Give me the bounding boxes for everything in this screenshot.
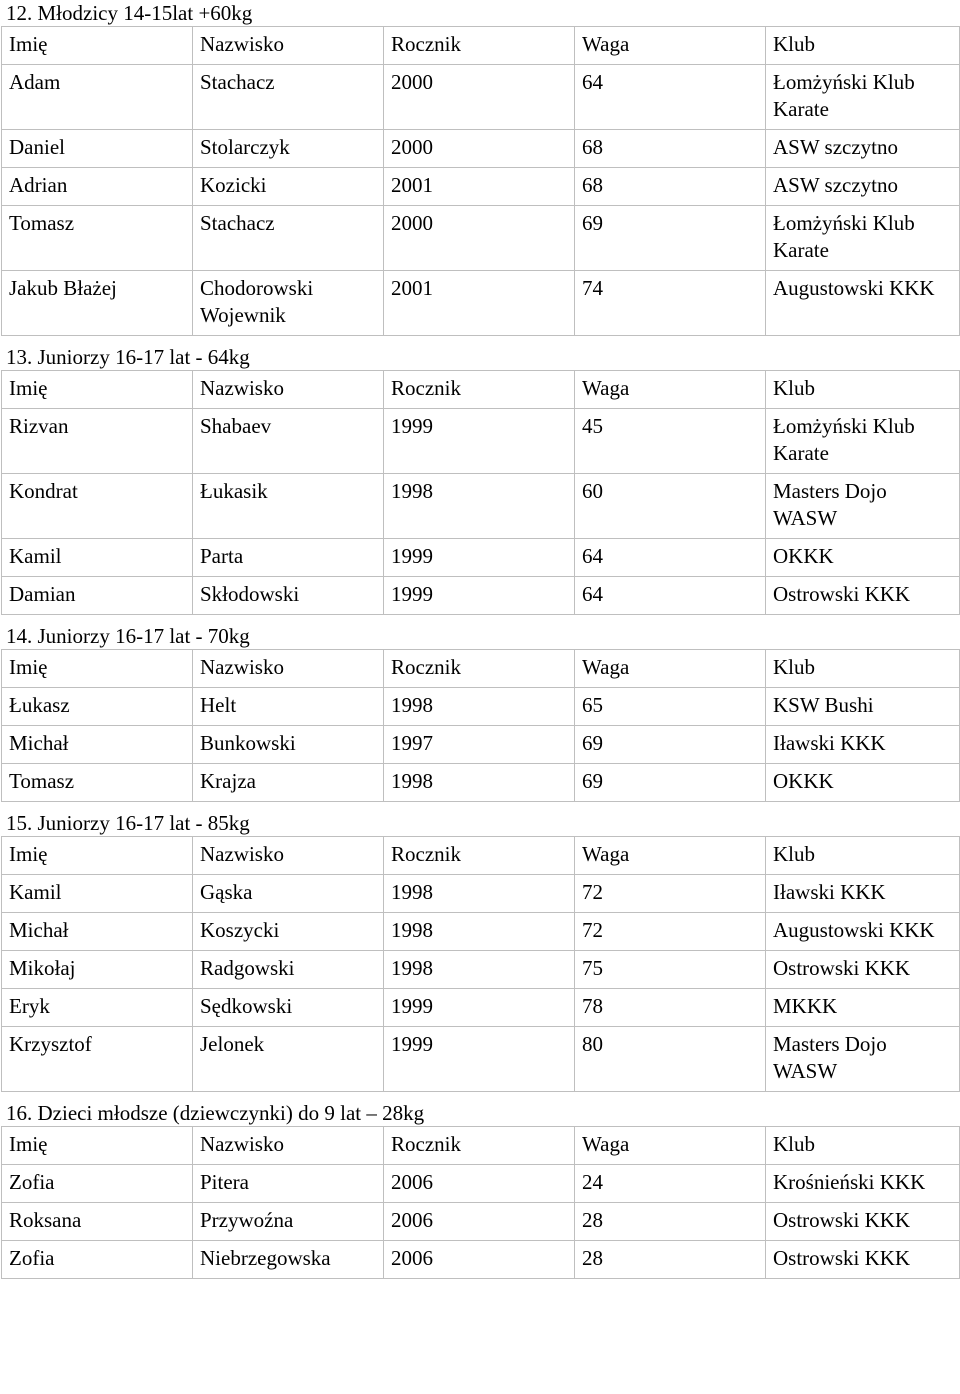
table-row xyxy=(2,206,960,271)
cell-weight: 69 xyxy=(575,726,766,764)
header-cell-birth-year: Rocznik xyxy=(384,650,575,688)
header-cell-last-name: Nazwisko xyxy=(193,650,384,688)
table-row xyxy=(2,271,960,336)
cell-birth-year: 1999 xyxy=(384,409,575,474)
cell-last-name: Skłodowski xyxy=(193,577,384,615)
cell-last-name: Bunkowski xyxy=(193,726,384,764)
cell-last-name: Stachacz xyxy=(193,206,384,271)
cell-weight: 69 xyxy=(575,764,766,802)
table-row xyxy=(2,989,960,1027)
table-header-row xyxy=(2,837,960,875)
header-cell-birth-year: Rocznik xyxy=(384,1127,575,1165)
cell-birth-year: 2000 xyxy=(384,206,575,271)
table-header-row xyxy=(2,27,960,65)
section-title: 13. Juniorzy 16-17 lat - 64kg xyxy=(6,345,250,369)
cell-first-name: Mikołaj xyxy=(2,951,193,989)
cell-club: Ostrowski KKK xyxy=(766,1203,960,1241)
cell-weight: 75 xyxy=(575,951,766,989)
cell-club: ASW szczytno xyxy=(766,168,960,206)
results-table xyxy=(1,649,960,802)
cell-weight: 68 xyxy=(575,130,766,168)
cell-club: ASW szczytno xyxy=(766,130,960,168)
cell-first-name: Adrian xyxy=(2,168,193,206)
cell-first-name: Rizvan xyxy=(2,409,193,474)
cell-weight: 64 xyxy=(575,65,766,130)
cell-weight: 78 xyxy=(575,989,766,1027)
cell-club: Iławski KKK xyxy=(766,726,960,764)
results-table xyxy=(1,836,960,1092)
cell-club: Augustowski KKK xyxy=(766,271,960,336)
cell-weight: 69 xyxy=(575,206,766,271)
table-row xyxy=(2,913,960,951)
cell-last-name: Shabaev xyxy=(193,409,384,474)
header-cell-first-name: Imię xyxy=(2,837,193,875)
table-row xyxy=(2,130,960,168)
table-row xyxy=(2,168,960,206)
cell-last-name: Pitera xyxy=(193,1165,384,1203)
cell-club: Ostrowski KKK xyxy=(766,1241,960,1279)
header-cell-weight: Waga xyxy=(575,837,766,875)
cell-first-name: Michał xyxy=(2,726,193,764)
cell-first-name: Adam xyxy=(2,65,193,130)
header-cell-last-name: Nazwisko xyxy=(193,371,384,409)
cell-birth-year: 1998 xyxy=(384,474,575,539)
cell-weight: 74 xyxy=(575,271,766,336)
section-title: 15. Juniorzy 16-17 lat - 85kg xyxy=(6,811,250,835)
cell-club: Iławski KKK xyxy=(766,875,960,913)
cell-club: Łomżyński Klub Karate xyxy=(766,206,960,271)
section-title: 12. Młodzicy 14-15lat +60kg xyxy=(6,1,253,25)
cell-first-name: Krzysztof xyxy=(2,1027,193,1092)
table-row xyxy=(2,577,960,615)
cell-weight: 28 xyxy=(575,1241,766,1279)
cell-first-name: Tomasz xyxy=(2,206,193,271)
cell-club: Ostrowski KKK xyxy=(766,577,960,615)
cell-last-name: Stolarczyk xyxy=(193,130,384,168)
cell-weight: 24 xyxy=(575,1165,766,1203)
cell-first-name: Kamil xyxy=(2,539,193,577)
cell-birth-year: 2001 xyxy=(384,271,575,336)
cell-club: Łomżyński Klub Karate xyxy=(766,65,960,130)
header-cell-weight: Waga xyxy=(575,1127,766,1165)
header-cell-birth-year: Rocznik xyxy=(384,837,575,875)
header-cell-club: Klub xyxy=(766,27,960,65)
cell-first-name: Daniel xyxy=(2,130,193,168)
cell-birth-year: 2000 xyxy=(384,130,575,168)
section-title: 16. Dzieci młodsze (dziewczynki) do 9 lat – 28kg xyxy=(6,1101,425,1125)
header-cell-weight: Waga xyxy=(575,371,766,409)
results-table xyxy=(1,1126,960,1279)
cell-club: Krośnieński KKK xyxy=(766,1165,960,1203)
cell-last-name: Helt xyxy=(193,688,384,726)
cell-weight: 65 xyxy=(575,688,766,726)
cell-last-name: Sędkowski xyxy=(193,989,384,1027)
header-cell-weight: Waga xyxy=(575,650,766,688)
cell-club: KSW Bushi xyxy=(766,688,960,726)
table-row xyxy=(2,1165,960,1203)
header-cell-first-name: Imię xyxy=(2,27,193,65)
cell-last-name: Koszycki xyxy=(193,913,384,951)
table-row xyxy=(2,409,960,474)
cell-birth-year: 1999 xyxy=(384,577,575,615)
cell-weight: 80 xyxy=(575,1027,766,1092)
cell-birth-year: 1998 xyxy=(384,688,575,726)
cell-last-name: Parta xyxy=(193,539,384,577)
table-row xyxy=(2,951,960,989)
cell-weight: 68 xyxy=(575,168,766,206)
cell-weight: 45 xyxy=(575,409,766,474)
table-row xyxy=(2,65,960,130)
cell-birth-year: 2001 xyxy=(384,168,575,206)
header-cell-first-name: Imię xyxy=(2,1127,193,1165)
header-cell-club: Klub xyxy=(766,371,960,409)
header-cell-first-name: Imię xyxy=(2,650,193,688)
table-row xyxy=(2,1027,960,1092)
header-cell-club: Klub xyxy=(766,837,960,875)
cell-first-name: Zofia xyxy=(2,1241,193,1279)
header-cell-birth-year: Rocznik xyxy=(384,371,575,409)
results-table xyxy=(1,26,960,336)
table-header-row xyxy=(2,371,960,409)
cell-last-name: Krajza xyxy=(193,764,384,802)
cell-club: OKKK xyxy=(766,764,960,802)
table-row xyxy=(2,1241,960,1279)
cell-birth-year: 1999 xyxy=(384,989,575,1027)
cell-birth-year: 1999 xyxy=(384,1027,575,1092)
cell-birth-year: 1999 xyxy=(384,539,575,577)
cell-birth-year: 2000 xyxy=(384,65,575,130)
cell-birth-year: 2006 xyxy=(384,1203,575,1241)
cell-last-name: Przywoźna xyxy=(193,1203,384,1241)
cell-last-name: Gąska xyxy=(193,875,384,913)
table-row xyxy=(2,1203,960,1241)
cell-last-name: Stachacz xyxy=(193,65,384,130)
cell-club: MKKK xyxy=(766,989,960,1027)
results-table xyxy=(1,370,960,615)
cell-first-name: Damian xyxy=(2,577,193,615)
cell-weight: 64 xyxy=(575,577,766,615)
cell-first-name: Zofia xyxy=(2,1165,193,1203)
cell-club: Masters Dojo WASW xyxy=(766,474,960,539)
section-title: 14. Juniorzy 16-17 lat - 70kg xyxy=(6,624,250,648)
cell-last-name: Niebrzegowska xyxy=(193,1241,384,1279)
cell-first-name: Kamil xyxy=(2,875,193,913)
cell-first-name: Roksana xyxy=(2,1203,193,1241)
table-row xyxy=(2,875,960,913)
header-cell-weight: Waga xyxy=(575,27,766,65)
header-cell-first-name: Imię xyxy=(2,371,193,409)
table-row xyxy=(2,726,960,764)
cell-first-name: Eryk xyxy=(2,989,193,1027)
table-row xyxy=(2,764,960,802)
cell-birth-year: 1998 xyxy=(384,764,575,802)
cell-last-name: Radgowski xyxy=(193,951,384,989)
cell-weight: 60 xyxy=(575,474,766,539)
cell-birth-year: 1998 xyxy=(384,875,575,913)
cell-birth-year: 2006 xyxy=(384,1241,575,1279)
cell-first-name: Michał xyxy=(2,913,193,951)
header-cell-last-name: Nazwisko xyxy=(193,837,384,875)
cell-first-name: Jakub Błażej xyxy=(2,271,193,336)
cell-last-name: Kozicki xyxy=(193,168,384,206)
table-row xyxy=(2,688,960,726)
cell-club: Łomżyński Klub Karate xyxy=(766,409,960,474)
cell-birth-year: 1998 xyxy=(384,951,575,989)
cell-first-name: Tomasz xyxy=(2,764,193,802)
cell-last-name: Jelonek xyxy=(193,1027,384,1092)
header-cell-club: Klub xyxy=(766,650,960,688)
cell-club: Ostrowski KKK xyxy=(766,951,960,989)
cell-last-name: Łukasik xyxy=(193,474,384,539)
cell-first-name: Łukasz xyxy=(2,688,193,726)
table-header-row xyxy=(2,1127,960,1165)
cell-weight: 72 xyxy=(575,913,766,951)
cell-weight: 64 xyxy=(575,539,766,577)
table-row xyxy=(2,539,960,577)
cell-club: Masters Dojo WASW xyxy=(766,1027,960,1092)
header-cell-birth-year: Rocznik xyxy=(384,27,575,65)
cell-last-name: Chodorowski Wojewnik xyxy=(193,271,384,336)
cell-club: Augustowski KKK xyxy=(766,913,960,951)
cell-birth-year: 1997 xyxy=(384,726,575,764)
header-cell-club: Klub xyxy=(766,1127,960,1165)
cell-first-name: Kondrat xyxy=(2,474,193,539)
table-header-row xyxy=(2,650,960,688)
cell-club: OKKK xyxy=(766,539,960,577)
cell-birth-year: 1998 xyxy=(384,913,575,951)
header-cell-last-name: Nazwisko xyxy=(193,1127,384,1165)
table-row xyxy=(2,474,960,539)
cell-weight: 28 xyxy=(575,1203,766,1241)
cell-weight: 72 xyxy=(575,875,766,913)
cell-birth-year: 2006 xyxy=(384,1165,575,1203)
header-cell-last-name: Nazwisko xyxy=(193,27,384,65)
